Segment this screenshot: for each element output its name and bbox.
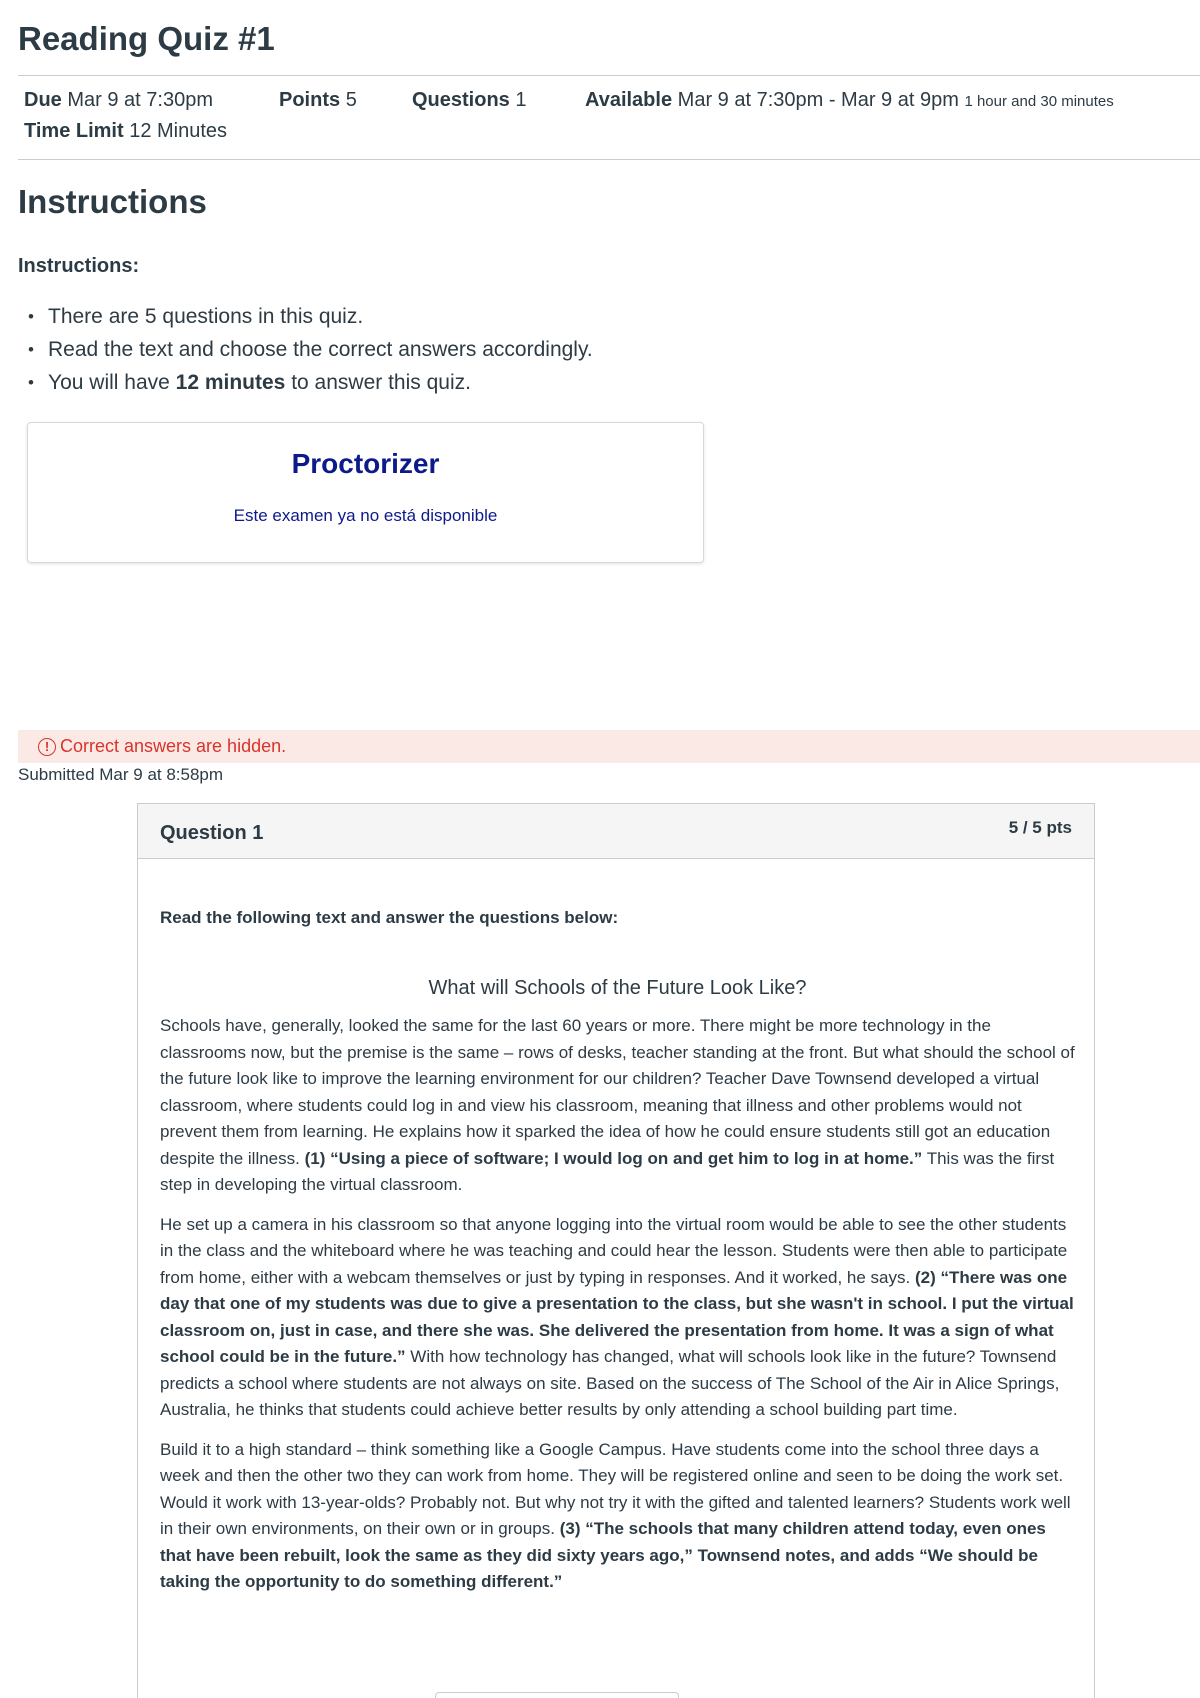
paragraph-quote: (3) “The schools that many children attend today, even ones that have been rebuilt, look the same as they did sixty years ago,” Townsend notes, and adds “We should be taking the opportunity to do something different.” (160, 1519, 1046, 1591)
paragraph-text: He set up a camera in his classroom so that anyone logging into the virtual room would be able to see the other students in the class and the whiteboard where he was teaching and could hear the lesson. Students were then able to participate from home, either with a webcam themselves or just by typing in responses. And it worked, he says. (160, 1214, 1068, 1287)
list-item-text: to answer this quiz. (285, 371, 471, 394)
proctorizer-title: Proctorizer (291, 448, 440, 479)
instructions-label: Instructions: (18, 255, 140, 277)
questions-value: 1 (515, 89, 527, 111)
article-paragraph (160, 1437, 1075, 1596)
due-detail (24, 89, 213, 112)
points-value: 5 (345, 89, 357, 111)
page-title: Reading Quiz #1 (18, 20, 275, 57)
paragraph-text: Schools have, generally, looked the same for the last 60 years or more. There might be more technology in the classrooms now, but the premise is the same – rows of desks, teacher standing at the front. But what should the school of the future look like to improve the learning environment for our children? Teacher Dave Townsend developed a virtual classroom, where students could log in and view his classroom, meaning that illness and other problems would not prevent them from learning. He explains how it sparked the idea of how he could ensure students still got an education despite the illness. (160, 1016, 1075, 1168)
proctorizer-message: Este examen ya no está disponible (233, 506, 498, 525)
question-name: Question 1 (160, 822, 264, 844)
question-intro: Read the following text and answer the questions below: (160, 908, 619, 927)
available-detail (585, 89, 1114, 112)
paragraph-text: Build it to a high standard – think something like a Google Campus. Have students come into the school three days a week and then the other two they can work from home. They will be registered online and seen to be doing the work set. Would it work with 13-year-olds? Probably not. But why not try it with the gifted and talented learners? Students work well in their own environments, on their own or in groups. (160, 1439, 1071, 1538)
questions-label: Questions (412, 89, 510, 111)
list-item: • Read the text and choose the correct answers accordingly. (28, 333, 593, 366)
paragraph-text: This was the first step in developing the virtual classroom. (160, 1148, 1055, 1194)
article-paragraph (160, 1212, 1075, 1424)
info-icon: ! (38, 738, 56, 756)
points-detail (279, 89, 357, 112)
paragraph-quote: (1) “Using a piece of software; I would log on and get him to log in at home.” (304, 1148, 923, 1168)
proctorizer-panel (27, 422, 704, 563)
paragraph-quote: (2) “There was one day that one of my students was due to give a presentation to the class, but she wasn't in school. I put the virtual classroom on, just in case, and there she was. She delivered the presentation from home. It was a sign of what school could be in the future.” (160, 1267, 1074, 1366)
quiz-details (18, 75, 1200, 160)
due-label: Due (24, 89, 62, 111)
list-item: • There are 5 questions in this quiz. (28, 300, 593, 333)
available-label: Available (585, 89, 673, 111)
points-label: Points (279, 89, 341, 111)
available-duration: 1 hour and 30 minutes (964, 93, 1114, 110)
article-title: What will Schools of the Future Look Like? (428, 976, 807, 999)
time-limit-label: Time Limit (24, 120, 124, 142)
question-body (160, 905, 1075, 1609)
question-header (138, 803, 1094, 859)
question-card (137, 803, 1095, 1698)
due-value: Mar 9 at 7:30pm (67, 89, 213, 111)
alert-content (38, 736, 286, 757)
alert-text: Correct answers are hidden. (60, 736, 287, 756)
instructions-heading: Instructions (18, 183, 207, 220)
time-limit-value: 12 Minutes (129, 120, 228, 142)
article-paragraph (160, 1013, 1075, 1199)
question-points: 5 / 5 pts (1008, 818, 1072, 837)
list-item-strong: 12 minutes (175, 371, 286, 394)
paragraph-text: With how technology has changed, what will schools look like in the future? Townsend predicts a school where students are not always on site. Based on the success of The School of the Air in Alice Springs, Australia, he thinks that students could achieve better results by only attending a school building part time. (160, 1347, 1060, 1419)
submission-time: Submitted Mar 9 at 8:58pm (18, 765, 224, 784)
instructions-list (28, 300, 593, 399)
list-item-text: You will have (48, 371, 176, 394)
available-value: Mar 9 at 7:30pm - Mar 9 at 9pm (677, 89, 959, 111)
list-item (28, 366, 593, 399)
answer-box-edge (435, 1692, 679, 1698)
questions-detail (412, 89, 526, 112)
time-limit-detail (24, 120, 227, 143)
correct-answers-alert (18, 730, 1200, 763)
